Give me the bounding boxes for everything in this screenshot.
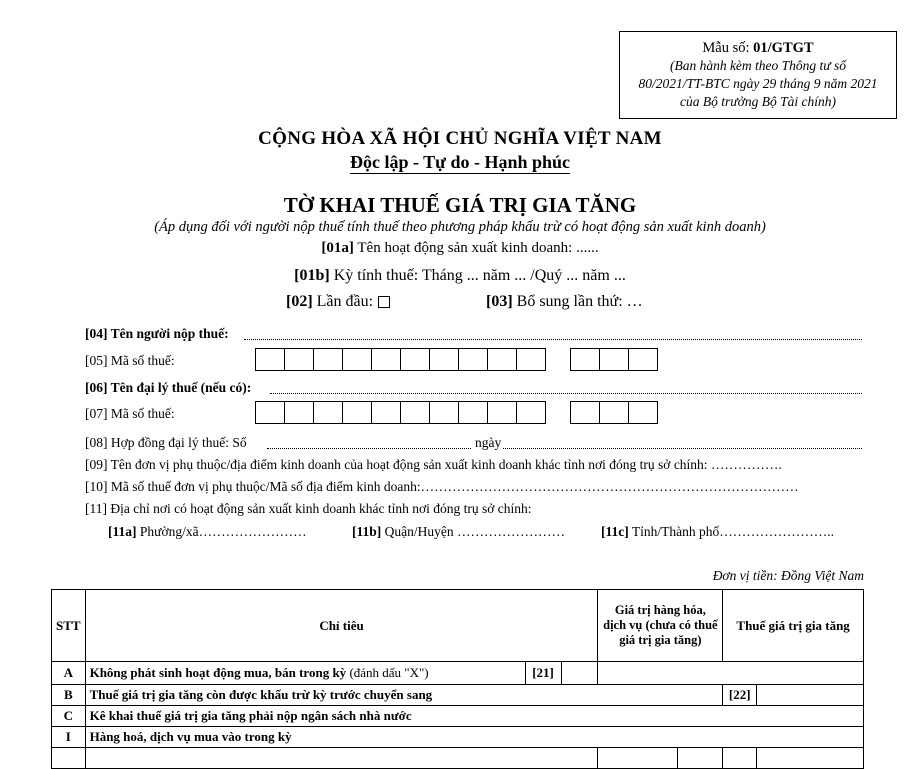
form-code-prefix: Mẫu số:: [702, 40, 754, 56]
carried-forward-vat-cell[interactable]: [757, 685, 864, 706]
declaration-table: [51, 589, 864, 769]
currency-unit-label: Đơn vị tiền: Đồng Việt Nam: [712, 568, 864, 583]
field-05-label: [05] Mã số thuế:: [85, 353, 175, 368]
row-stt: A: [52, 662, 86, 685]
row-label-note: (đánh dấu "X"): [346, 665, 429, 680]
table-row: [52, 662, 864, 685]
field-09-label: [09] Tên đơn vị phụ thuộc/địa điểm kinh doanh của hoạt động sản xuất kinh doanh khác tỉnh nơi đóng trụ sở chính: …………….: [85, 457, 782, 472]
code-11c: [11c]: [601, 524, 629, 539]
code-11a: [11a]: [108, 524, 137, 539]
table-row: [52, 685, 864, 706]
row-blank: [598, 662, 864, 685]
contract-date-line[interactable]: [503, 448, 862, 449]
row-label: Kê khai thuế giá trị gia tăng phải nộp ngân sách nhà nước: [85, 706, 863, 727]
row-label: Thuế giá trị gia tăng còn được khấu trừ kỳ trước chuyển sang: [85, 685, 723, 706]
page-subtitle: (Áp dụng đối với người nộp thuế tính thuế theo phương pháp khấu trừ có hoạt động sản xuất kinh doanh): [154, 219, 766, 235]
header-chi-tieu: Chỉ tiêu: [85, 590, 598, 662]
field-07-label: [07] Mã số thuế:: [85, 406, 175, 421]
text-01b: Kỳ tính thuế: Tháng ... năm ... /Quý ... năm ...: [329, 267, 626, 284]
taxpayer-tax-code-suffix-boxes[interactable]: [570, 348, 658, 371]
page-title: TỜ KHAI THUẾ GIÁ TRỊ GIA TĂNG: [283, 193, 637, 217]
field-10-label: [10] Mã số thuế đơn vị phụ thuộc/Mã số địa điểm kinh doanh:…………………………………………………………………………: [85, 479, 799, 494]
field-01a: [0, 240, 920, 257]
agent-tax-code-boxes[interactable]: [255, 401, 546, 424]
field-08-date-label: ngày: [475, 435, 502, 450]
text-02: Lần đầu:: [312, 293, 374, 310]
row-label-text: Không phát sinh hoạt động mua, bán trong kỳ: [89, 665, 347, 680]
code-03: [03]: [486, 293, 513, 310]
form-code: 01/GTGT: [753, 40, 814, 56]
row-stt: B: [52, 685, 86, 706]
field-04-label: [04] Tên người nộp thuế:: [85, 326, 229, 341]
code-02: [02]: [286, 293, 313, 310]
code-01a: [01a]: [321, 240, 354, 256]
text-11b: Quận/Huyện ……………………: [381, 524, 565, 539]
text-11a: Phường/xã……………………: [136, 524, 307, 539]
taxpayer-tax-code-boxes[interactable]: [255, 348, 546, 371]
text-01a: Tên hoạt động sản xuất kinh doanh: ......: [353, 240, 599, 256]
text-11c: Tỉnh/Thành phố……………………..: [628, 524, 834, 539]
table-row: [52, 706, 864, 727]
country-heading: CỘNG HÒA XÃ HỘI CHỦ NGHĨA VIỆT NAM: [258, 128, 662, 149]
taxpayer-name-line[interactable]: [244, 339, 862, 340]
form-ministry-line: của Bộ trưởng Bộ Tài chính): [680, 94, 836, 109]
form-issued-line: (Ban hành kèm theo Thông tư số: [669, 58, 847, 73]
row-code: [22]: [723, 685, 757, 706]
agent-tax-code-suffix-boxes[interactable]: [570, 401, 658, 424]
field-11b: [352, 524, 565, 540]
row-stt: I: [52, 727, 86, 748]
field-11-label: [11] Địa chỉ nơi có hoạt động sản xuất kinh doanh khác tỉnh nơi đóng trụ sở chính:: [85, 501, 532, 516]
field-11c: [601, 524, 834, 540]
contract-number-line[interactable]: [267, 448, 471, 449]
table-row: [52, 727, 864, 748]
no-activity-mark-cell[interactable]: [561, 662, 598, 685]
row-code: [21]: [525, 662, 561, 685]
field-06-label: [06] Tên đại lý thuế (nếu có):: [85, 380, 252, 395]
first-time-checkbox[interactable]: [378, 296, 390, 308]
header-stt: STT: [52, 590, 86, 662]
field-11a: [108, 524, 307, 540]
text-03: Bổ sung lần thứ: …: [512, 293, 643, 310]
row-stt: C: [52, 706, 86, 727]
form-code-box: [619, 31, 897, 119]
agent-name-line[interactable]: [270, 393, 862, 394]
motto: [0, 152, 920, 173]
row-label: [85, 662, 525, 685]
code-01b: [01b]: [294, 267, 330, 284]
code-11b: [11b]: [352, 524, 382, 539]
field-01b: [0, 267, 920, 285]
field-03: [486, 293, 643, 311]
table-header: [52, 590, 864, 662]
form-circular-line: 80/2021/TT-BTC ngày 29 tháng 9 năm 2021: [638, 76, 878, 91]
motto-text: Độc lập - Tự do - Hạnh phúc: [349, 152, 571, 172]
header-goods-value: Giá trị hàng hóa, dịch vụ (chưa có thuế giá trị gia tăng): [598, 590, 723, 662]
row-label: Hàng hoá, dịch vụ mua vào trong kỳ: [85, 727, 863, 748]
field-08-label: [08] Hợp đồng đại lý thuế: Số: [85, 435, 247, 450]
header-vat: Thuế giá trị gia tăng: [723, 590, 864, 662]
field-02: [286, 293, 390, 311]
